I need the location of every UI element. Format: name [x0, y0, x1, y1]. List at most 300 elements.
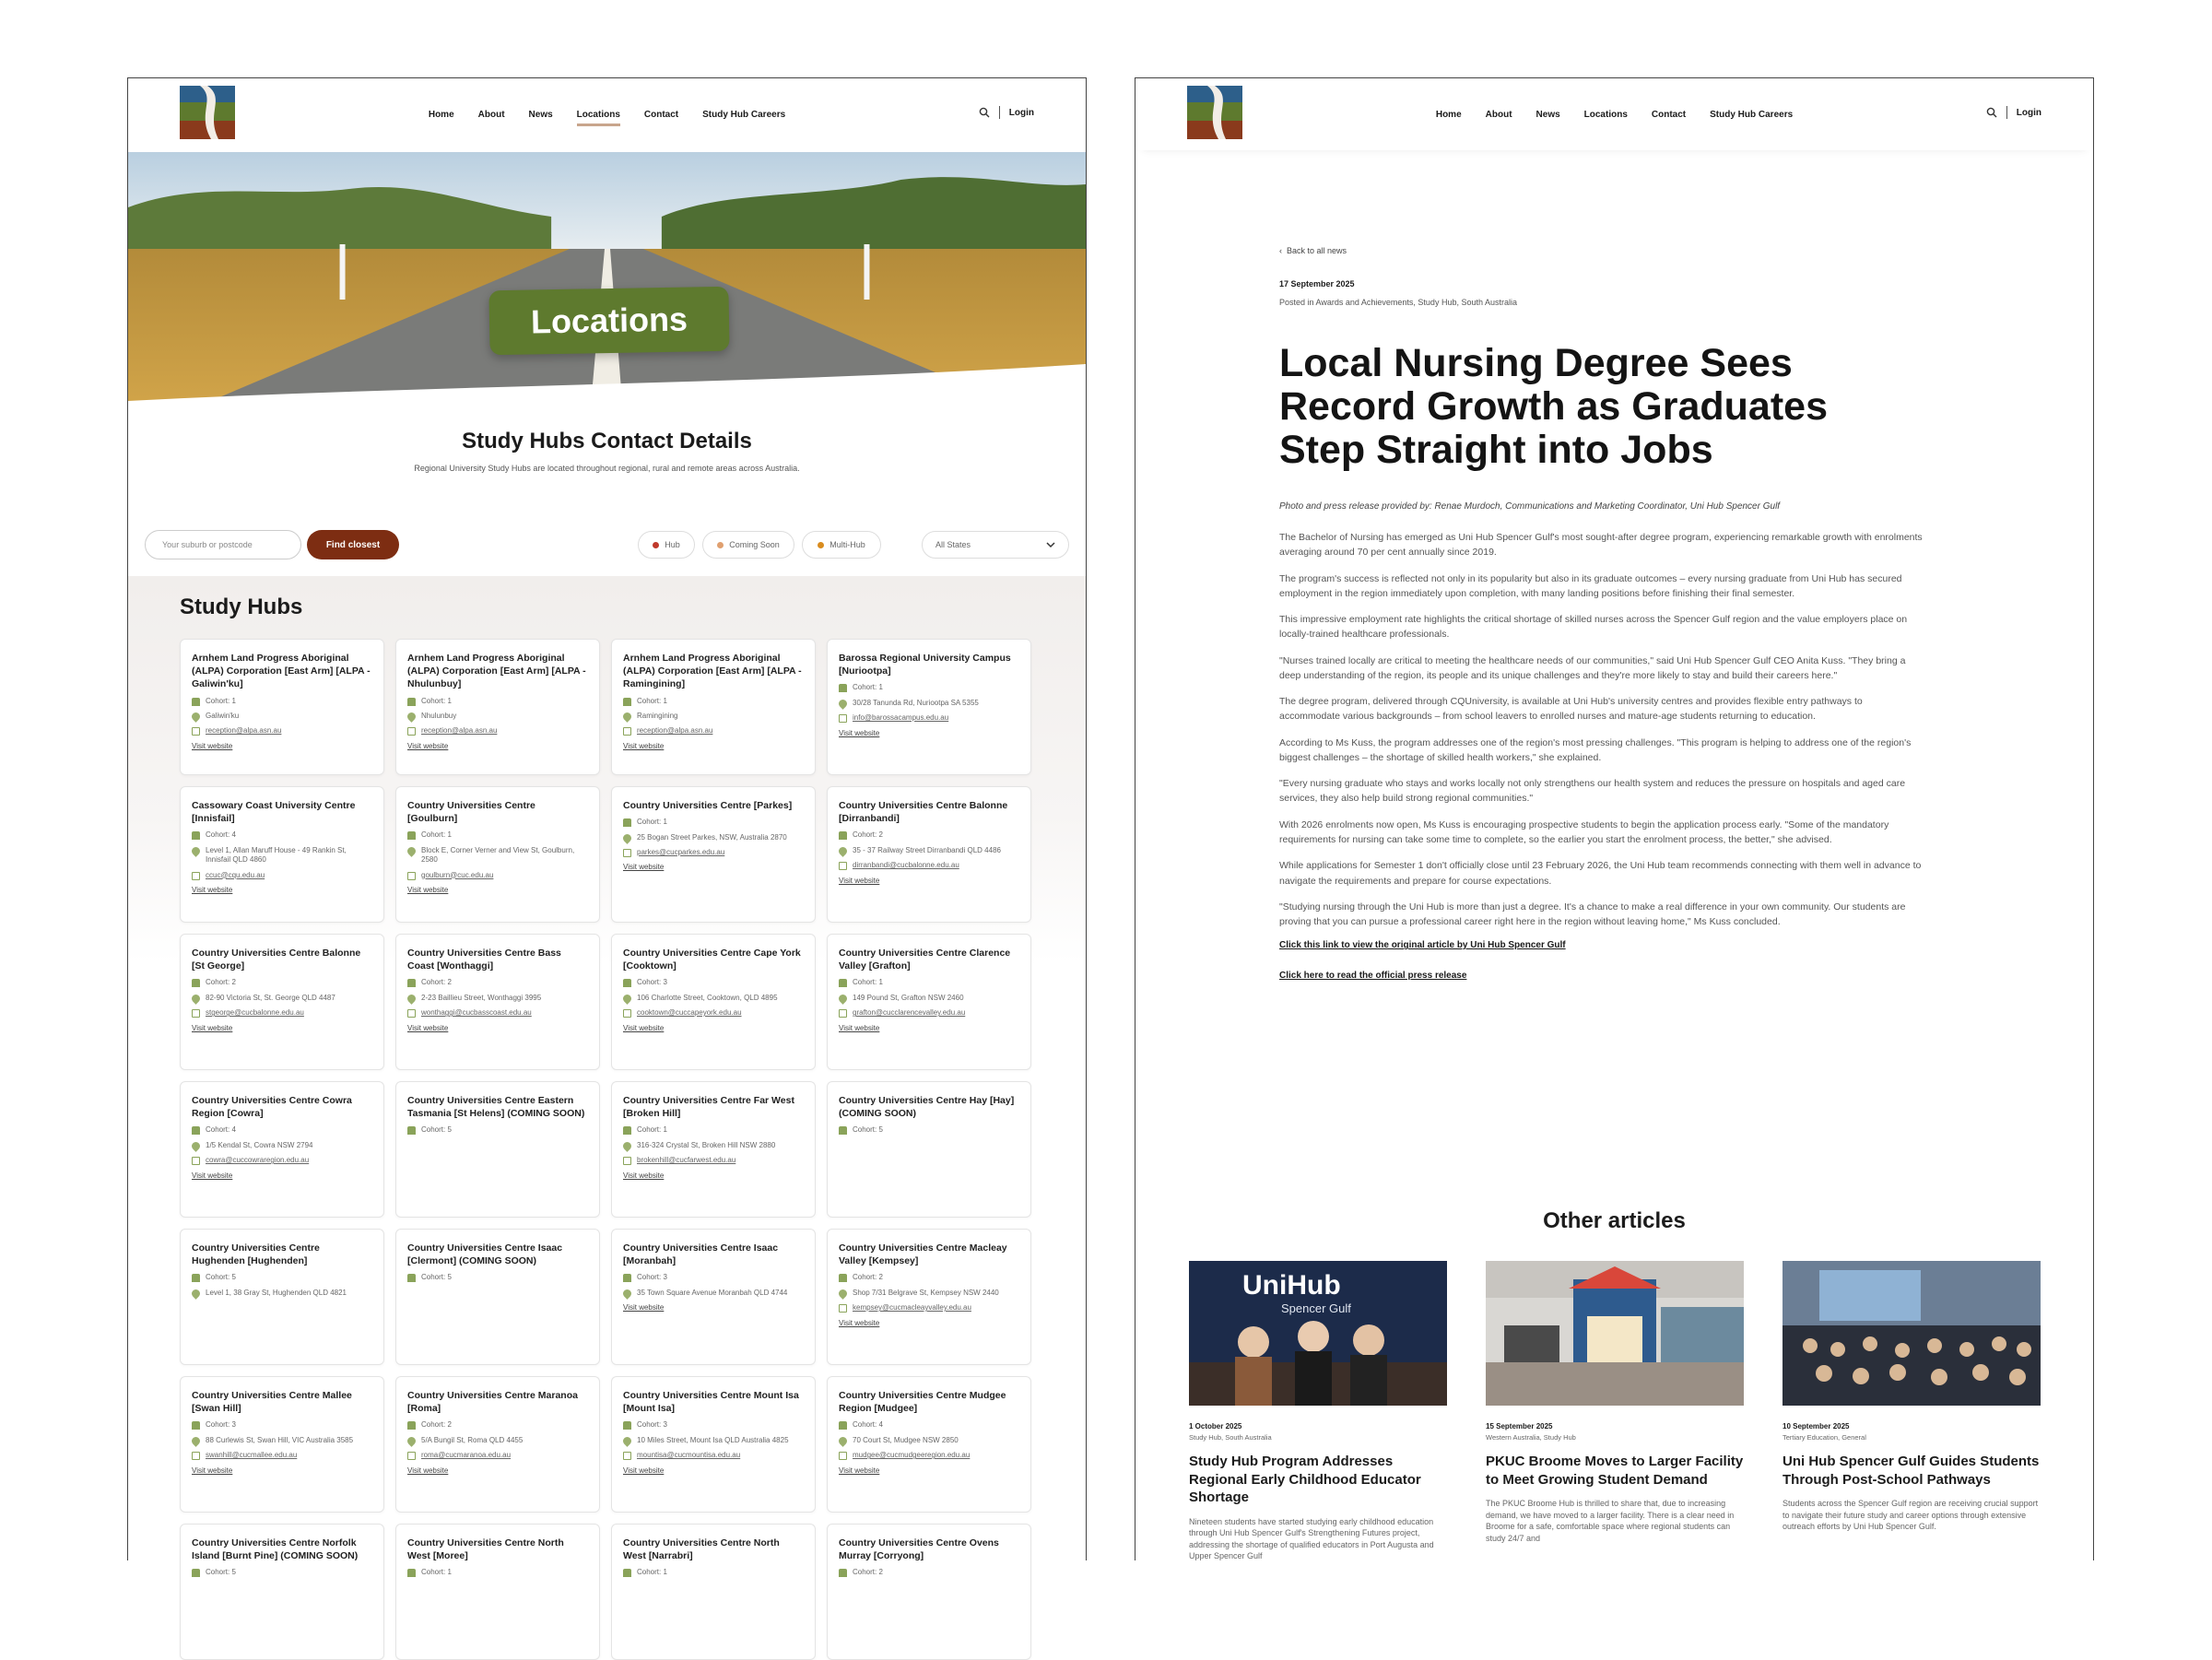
hub-address-text: Galiwin'ku [206, 711, 240, 720]
mail-icon [407, 1009, 416, 1018]
people-icon [192, 979, 200, 987]
hub-address-text: Nhulunbuy [421, 711, 457, 720]
hub-cohort-text: Cohort: 1 [421, 696, 452, 705]
hub-card [395, 1081, 600, 1218]
chevron-left-icon: ‹ [1279, 246, 1287, 255]
hub-dot-icon [653, 542, 659, 548]
hub-email [192, 726, 372, 736]
hub-cohort-text: Cohort: 5 [206, 1273, 236, 1282]
original-article-link[interactable]: Click this link to view the original article by Uni Hub Spencer Gulf [1279, 940, 1566, 951]
people-icon [192, 831, 200, 840]
main-nav [128, 107, 1086, 126]
unihub-logo-subtext: Spencer Gulf [1281, 1301, 1351, 1315]
news-article-panel [1135, 77, 2094, 1560]
mail-icon [407, 727, 416, 736]
hub-name: Country Universities Centre North West [Narrabri] [623, 1537, 780, 1562]
mail-icon [192, 727, 200, 736]
hub-cohort-text: Cohort: 2 [853, 830, 883, 840]
locations-page-panel [127, 77, 1087, 1577]
article-card-title[interactable]: PKUC Broome Moves to Larger Facility to Meet Growing Student Demand [1486, 1454, 1744, 1488]
hub-card [395, 1376, 600, 1513]
hub-email-link[interactable]: roma@cucmaranoa.edu.au [421, 1451, 512, 1460]
hub-address-text: 35 Town Square Avenue Moranbah QLD 4744 [637, 1288, 788, 1297]
people-icon [623, 1421, 631, 1430]
hub-card-grid [180, 639, 1030, 1660]
hub-address [623, 833, 804, 842]
hub-address [623, 712, 804, 721]
article-card-date: 1 October 2025 [1189, 1422, 1242, 1430]
visit-website-link[interactable]: Visit website [192, 885, 233, 894]
hub-cohort [192, 1125, 372, 1135]
hub-card [395, 1524, 600, 1660]
hub-card [611, 1376, 816, 1513]
hub-cohort-text: Cohort: 2 [206, 978, 236, 987]
hub-email [407, 1008, 588, 1018]
hero-title: Locations [488, 287, 729, 356]
people-icon [192, 1274, 200, 1282]
hub-cohort [839, 1420, 1019, 1430]
nav-news[interactable]: News [528, 110, 553, 120]
hub-cohort-text: Cohort: 3 [637, 978, 667, 987]
hub-email-link[interactable]: reception@alpa.asn.au [206, 726, 282, 736]
header-actions [979, 106, 1034, 119]
hub-address [407, 712, 588, 721]
article-date: 17 September 2025 [1279, 279, 1355, 288]
article-card-date: 10 September 2025 [1783, 1422, 1850, 1430]
people-icon [623, 698, 631, 706]
hub-email-link[interactable]: parkes@cucparkes.edu.au [637, 847, 725, 856]
mail-icon [623, 849, 631, 857]
hub-card [611, 1524, 816, 1660]
map-pin-icon [406, 993, 418, 1005]
article-paragraph: With 2026 enrolments now open, Ms Kuss is encouraging prospective students to begin the application process early. "Some of the mandatory requirements for nursing can take some time to complete, so the earlier you start the enrolment process, the better," she advised. [1279, 818, 1889, 845]
people-icon [839, 979, 847, 987]
divider [999, 106, 1000, 119]
visit-website-link[interactable]: Visit website [407, 885, 449, 894]
hub-email [192, 1451, 372, 1460]
coming-soon-dot-icon [717, 542, 724, 548]
contact-details-subtitle: Regional University Study Hubs are located throughout regional, rural and remote areas across Australia. [414, 464, 800, 473]
article-card-date: 15 September 2025 [1486, 1422, 1553, 1430]
press-release-link[interactable]: Click here to read the official press release [1279, 971, 1467, 982]
hub-card [180, 1524, 384, 1660]
hub-name: Cassowary Coast University Centre [Innisfail] [192, 800, 356, 825]
hub-address-text: 2-23 Baillieu Street, Wonthaggi 3995 [421, 993, 542, 1002]
hub-address [623, 994, 804, 1003]
visit-website-link[interactable]: Visit website [407, 741, 449, 750]
mail-icon [623, 1009, 631, 1018]
hub-email-link[interactable]: grafton@cucclarencevalley.edu.au [853, 1008, 966, 1018]
hub-card [827, 786, 1031, 923]
hub-email [839, 1008, 1019, 1018]
nav-locations[interactable]: Locations [1583, 110, 1628, 120]
hub-address-text: Block E, Corner Verner and View St, Goulburn, 2580 [421, 845, 575, 865]
people-icon [623, 1569, 631, 1577]
unihub-logo-text: UniHub [1242, 1270, 1341, 1301]
article-thumbnail[interactable] [1189, 1261, 1447, 1406]
people-icon [407, 1126, 416, 1135]
hub-email [623, 848, 804, 857]
hub-email-link[interactable]: mountisa@cucmountisa.edu.au [637, 1451, 741, 1460]
postcode-input[interactable]: Your suburb or postcode [145, 530, 301, 559]
hub-card [827, 934, 1031, 1070]
article-paragraph: While applications for Semester 1 don't officially close until 23 February 2026, the Uni Hub team recommends connecting with them well in advance to navigate the requirements and prepare for course expectations. [1279, 860, 1922, 887]
hub-address-text: 149 Pound St, Grafton NSW 2460 [853, 993, 964, 1002]
hub-cohort-text: Cohort: 1 [206, 696, 236, 705]
map-pin-icon [621, 1435, 633, 1447]
hub-cohort [623, 697, 804, 706]
hub-cohort [407, 978, 588, 987]
hub-cohort [839, 978, 1019, 987]
people-icon [407, 1569, 416, 1577]
mail-icon [192, 1009, 200, 1018]
visit-website-link[interactable]: Visit website [623, 1303, 665, 1313]
article-paragraph: The program's success is reflected not only in its popularity but also in its graduate outcomes – every nursing graduate from Uni Hub has secured employment in the region immediately upon completion, with many landing positions before finishing their final semester. [1279, 572, 1902, 599]
map-pin-icon [190, 1435, 202, 1447]
hub-cohort [623, 1125, 804, 1135]
divider [2006, 106, 2007, 119]
hub-email [192, 1156, 372, 1165]
visit-website-link[interactable]: Visit website [839, 1466, 880, 1475]
nav-careers[interactable]: Study Hub Careers [1710, 110, 1794, 120]
hub-cohort [192, 1568, 372, 1577]
hub-email-link[interactable]: cowra@cuccowraregion.edu.au [206, 1156, 310, 1165]
hub-cohort-text: Cohort: 1 [637, 1568, 667, 1577]
hub-cohort [623, 818, 804, 827]
mail-icon [839, 714, 847, 723]
article-card[interactable] [1486, 1261, 1744, 1562]
hub-name: Barossa Regional University Campus [Nuriootpa] [839, 653, 1011, 677]
visit-website-link[interactable]: Visit website [623, 863, 665, 872]
people-icon [623, 1126, 631, 1135]
hub-email [623, 1008, 804, 1018]
filter-chip-hub[interactable] [638, 531, 695, 559]
hub-email-link[interactable]: dirranbandi@cucbalonne.edu.au [853, 861, 959, 870]
hub-name: Country Universities Centre Hay [Hay] (COMING SOON) [839, 1095, 1015, 1120]
hub-cohort-text: Cohort: 3 [206, 1420, 236, 1430]
article-paragraph: According to Ms Kuss, the program addresses one of the region's most pressing challenges. "This program is helping to address one of the region's biggest challenges – the shortage of skilled health workers," she explained. [1279, 736, 1912, 763]
article-paragraph: "Nurses trained locally are critical to meeting the healthcare needs of our communities," said Uni Hub Spencer Gulf CEO Anita Kuss. "They bring a deep understanding of the region, its people and its unique challenges and they're more likely to stay and build their careers here." [1279, 654, 1906, 681]
people-icon [407, 698, 416, 706]
hub-cohort [192, 697, 372, 706]
hub-name: Country Universities Centre Mallee [Swan Hill] [192, 1390, 352, 1415]
hub-card [180, 1229, 384, 1365]
hub-email-link[interactable]: reception@alpa.asn.au [421, 726, 498, 736]
hub-cohort [192, 830, 372, 840]
photo-credit: Photo and press release provided by: Renae Murdoch, Communications and Marketing Coordinator, Uni Hub Spencer Gulf [1279, 501, 1781, 512]
back-to-news-link[interactable] [1279, 246, 1347, 255]
article-body [1279, 530, 1924, 1001]
map-pin-icon [621, 993, 633, 1005]
hub-name: Country Universities Centre Cape York [Cooktown] [623, 948, 801, 972]
hub-email [192, 871, 372, 880]
hub-name: Arnhem Land Progress Aboriginal (ALPA) Corporation [East Arm] [ALPA - Nhulunbuy] [407, 653, 586, 690]
hub-cohort [407, 1273, 588, 1282]
hub-cohort [839, 1125, 1019, 1135]
hub-email [407, 871, 588, 880]
hub-address [192, 1289, 372, 1298]
hub-address [192, 994, 372, 1003]
nav-home[interactable]: Home [1435, 110, 1462, 120]
mail-icon [623, 727, 631, 736]
article-card-title[interactable]: Uni Hub Spencer Gulf Guides Students Through Post-School Pathways [1783, 1454, 2040, 1488]
hub-card [611, 639, 816, 775]
site-header [1135, 78, 2093, 150]
visit-website-link[interactable]: Visit website [839, 876, 880, 885]
contact-details-title: Study Hubs Contact Details [462, 429, 752, 453]
nav-locations[interactable]: Locations [577, 110, 620, 126]
hub-address [839, 994, 1019, 1003]
states-select[interactable] [922, 531, 1069, 559]
hub-cohort [407, 830, 588, 840]
hub-address-text: 82-90 Victoria St, St. George QLD 4487 [206, 993, 335, 1002]
hub-address-text: Level 1, 38 Gray St, Hughenden QLD 4821 [206, 1288, 347, 1297]
hub-email-link[interactable]: reception@alpa.asn.au [637, 726, 713, 736]
mail-icon [839, 1304, 847, 1313]
hub-cohort [192, 1273, 372, 1282]
article-thumbnail[interactable] [1486, 1261, 1744, 1406]
hub-email [407, 1451, 588, 1460]
hub-card [180, 639, 384, 775]
hub-email-link[interactable]: kempsey@cucmacleayvalley.edu.au [853, 1303, 971, 1313]
hub-cohort [407, 1125, 588, 1135]
hub-email [623, 726, 804, 736]
hub-cohort [407, 1568, 588, 1577]
hub-name: Country Universities Centre Isaac [Clermont] (COMING SOON) [407, 1242, 563, 1267]
filter-chip-coming-soon[interactable] [702, 531, 794, 559]
article-card-excerpt: Nineteen students have started studying early childhood education through Uni Hub Spencer Gulf's Strengthening Futures project, addressing the shortage of qualified educators in Port Augusta and Upper Spencer Gulf [1189, 1516, 1434, 1561]
article-paragraph: This impressive employment rate highlights the critical shortage of skilled nurses across the Spencer Gulf region and the value employers place on locally-trained healthcare professionals. [1279, 614, 1908, 641]
hub-cohort [407, 1420, 588, 1430]
visit-website-link[interactable]: Visit website [839, 1023, 880, 1032]
map-pin-icon [621, 832, 633, 844]
study-hubs-heading: Study Hubs [180, 595, 303, 619]
nav-news[interactable]: News [1535, 110, 1560, 120]
nav-about[interactable]: About [1485, 110, 1512, 120]
hub-address [407, 1436, 588, 1445]
find-closest-button[interactable]: Find closest [307, 530, 399, 559]
mail-icon [839, 1452, 847, 1460]
hub-card [180, 786, 384, 923]
hub-cohort [192, 978, 372, 987]
people-icon [407, 1421, 416, 1430]
nav-about[interactable]: About [477, 110, 505, 120]
nav-careers[interactable]: Study Hub Careers [702, 110, 786, 120]
people-icon [839, 684, 847, 692]
people-icon [839, 1421, 847, 1430]
hub-cohort-text: Cohort: 5 [206, 1568, 236, 1577]
visit-website-link[interactable]: Visit website [623, 741, 665, 750]
map-pin-icon [837, 698, 849, 710]
hub-name: Arnhem Land Progress Aboriginal (ALPA) Corporation [East Arm] [ALPA - Ramingining] [623, 653, 802, 690]
nav-contact[interactable]: Contact [1651, 110, 1687, 120]
mail-icon [839, 862, 847, 870]
visit-website-link[interactable]: Visit website [407, 1023, 449, 1032]
hub-email-link[interactable]: info@barossacampus.edu.au [853, 713, 949, 723]
filter-chip-multi-hub[interactable] [802, 531, 881, 559]
hub-card [395, 786, 600, 923]
hub-address-text: 70 Court St, Mudgee NSW 2850 [853, 1435, 959, 1444]
hub-email [623, 1451, 804, 1460]
visit-website-link[interactable]: Visit website [623, 1023, 665, 1032]
people-icon [623, 1274, 631, 1282]
nav-home[interactable]: Home [428, 110, 454, 120]
nav-contact[interactable]: Contact [643, 110, 679, 120]
article-card-title[interactable]: Study Hub Program Addresses Regional Early Childhood Educator Shortage [1189, 1454, 1421, 1505]
hub-card [180, 1081, 384, 1218]
map-pin-icon [621, 1140, 633, 1152]
hub-email-link[interactable]: stgeorge@cucbalonne.edu.au [206, 1008, 304, 1018]
hub-card [611, 786, 816, 923]
map-pin-icon [406, 845, 418, 857]
hub-cohort-text: Cohort: 1 [853, 683, 883, 692]
hub-cohort-text: Cohort: 3 [637, 1420, 667, 1430]
hub-name: Country Universities Centre Ovens Murray [Corryong] [839, 1537, 999, 1562]
hub-cohort-text: Cohort: 4 [206, 1125, 236, 1135]
hub-name: Country Universities Centre [Goulburn] [407, 800, 535, 825]
visit-website-link[interactable]: Visit website [839, 1318, 880, 1327]
hub-name: Country Universities Centre Maranoa [Roma] [407, 1390, 578, 1415]
hub-address [407, 846, 588, 865]
hub-address [192, 846, 372, 865]
hub-card [827, 639, 1031, 775]
hub-card [611, 934, 816, 1070]
article-card-category: Western Australia, Study Hub [1486, 1433, 1576, 1442]
hub-card [395, 1229, 600, 1365]
article-categories: Posted in Awards and Achievements, Study Hub, South Australia [1279, 298, 1517, 307]
hub-cohort [839, 830, 1019, 840]
hub-name: Country Universities Centre Clarence Valley [Grafton] [839, 948, 1011, 972]
hub-cohort-text: Cohort: 2 [853, 1568, 883, 1577]
hub-email [192, 1008, 372, 1018]
hub-address [192, 712, 372, 721]
article-headline: Local Nursing Degree Sees Record Growth as Graduates Step Straight into Jobs [1279, 341, 1828, 472]
hub-email-link[interactable]: swanhill@cucmallee.edu.au [206, 1451, 298, 1460]
visit-website-link[interactable]: Visit website [192, 741, 233, 750]
map-pin-icon [837, 993, 849, 1005]
hub-address-text: 5/A Bungil St, Roma QLD 4455 [421, 1435, 524, 1444]
hub-name: Country Universities Centre Balonne [Dirranbandi] [839, 800, 1008, 825]
hub-address-text: 1/5 Kendal St, Cowra NSW 2794 [206, 1140, 313, 1149]
hub-address-text: 30/28 Tanunda Rd, Nuriootpa SA 5355 [853, 698, 979, 707]
search-icon[interactable] [1986, 107, 1997, 118]
multi-hub-dot-icon [818, 542, 824, 548]
hub-address-text: 35 - 37 Railway Street Dirranbandi QLD 4486 [853, 845, 1001, 854]
visit-website-link[interactable]: Visit website [192, 1171, 233, 1180]
hub-card [611, 1081, 816, 1218]
hub-email [839, 861, 1019, 870]
hub-cohort [623, 978, 804, 987]
mail-icon [623, 1452, 631, 1460]
hub-name: Country Universities Centre Hughenden [Hughenden] [192, 1242, 320, 1267]
article-card-excerpt: Students across the Spencer Gulf region are receiving crucial support to navigate their future study and career options through extensive outreach efforts by Uni Hub Spencer Gulf. [1783, 1499, 2039, 1532]
hub-email-link[interactable]: goulburn@cuc.edu.au [421, 870, 494, 879]
main-nav [1135, 107, 2093, 120]
hub-card [827, 1524, 1031, 1660]
hub-card [611, 1229, 816, 1365]
article-paragraph: "Every nursing graduate who stays and works locally not only strengthens our health system and reduces the pressure on hospitals and aged care services, they also help build strong regional communities." [1279, 778, 1906, 805]
hub-cohort-text: Cohort: 1 [421, 830, 452, 840]
hub-name: Country Universities Centre Macleay Valley [Kempsey] [839, 1242, 1007, 1267]
article-thumbnail[interactable] [1783, 1261, 2041, 1406]
hub-email-link[interactable]: cooktown@cuccapeyork.edu.au [637, 1008, 742, 1018]
map-pin-icon [406, 711, 418, 723]
chevron-down-icon [1046, 541, 1055, 548]
hub-email-link[interactable]: wonthaggi@cucbasscoast.edu.au [421, 1008, 532, 1018]
hub-cohort [839, 1568, 1019, 1577]
mail-icon [192, 872, 200, 880]
hub-address-text: 316-324 Crystal St, Broken Hill NSW 2880 [637, 1140, 776, 1149]
map-pin-icon [837, 1288, 849, 1300]
hub-email-link[interactable]: brokenhill@cucfarwest.edu.au [637, 1156, 736, 1165]
map-pin-icon [837, 1435, 849, 1447]
map-pin-icon [190, 845, 202, 857]
hub-cohort [192, 1420, 372, 1430]
article-paragraph: The Bachelor of Nursing has emerged as Uni Hub Spencer Gulf's most sought-after degree program, experiencing remarkable growth with enrolments averaging around 70 per cent annually since 2019. [1279, 532, 1923, 559]
hero-banner [128, 143, 1086, 436]
visit-website-link[interactable]: Visit website [623, 1171, 665, 1180]
visit-website-link[interactable]: Visit website [839, 728, 880, 737]
hub-name: Country Universities Centre Norfolk Island [Burnt Pine] (COMING SOON) [192, 1537, 359, 1562]
people-icon [192, 1421, 200, 1430]
login-link[interactable]: Login [2016, 107, 2041, 118]
hub-email-link[interactable]: mudgee@cucmudgeeregion.edu.au [853, 1451, 971, 1460]
map-pin-icon [190, 1140, 202, 1152]
map-pin-icon [406, 1435, 418, 1447]
hub-cohort-text: Cohort: 2 [421, 978, 452, 987]
visit-website-link[interactable]: Visit website [192, 1466, 233, 1475]
hub-cohort-text: Cohort: 2 [421, 1420, 452, 1430]
filter-bar [145, 528, 1069, 561]
hub-name: Country Universities Centre Mount Isa [Mount Isa] [623, 1390, 799, 1415]
states-select-value: All States [935, 540, 971, 549]
people-icon [839, 1126, 847, 1135]
article-card[interactable] [1783, 1261, 2041, 1562]
hub-name: Arnhem Land Progress Aboriginal (ALPA) Corporation [East Arm] [ALPA - Galiwin'ku] [192, 653, 371, 690]
hub-cohort-text: Cohort: 4 [206, 830, 236, 840]
article-card-category: Tertiary Education, General [1783, 1433, 1866, 1442]
login-link[interactable]: Login [1008, 107, 1034, 118]
people-icon [839, 831, 847, 840]
people-icon [407, 1274, 416, 1282]
hub-address [192, 1141, 372, 1150]
mail-icon [839, 1009, 847, 1018]
people-icon [839, 1274, 847, 1282]
chip-label: Hub [665, 540, 680, 549]
hub-cohort [623, 1568, 804, 1577]
article-card[interactable] [1189, 1261, 1447, 1562]
map-pin-icon [190, 993, 202, 1005]
hub-cohort-text: Cohort: 1 [853, 978, 883, 987]
hub-email-link[interactable]: ccuc@cqu.edu.au [206, 870, 265, 879]
visit-website-link[interactable]: Visit website [623, 1466, 665, 1475]
hub-address [839, 846, 1019, 855]
hub-address [839, 1289, 1019, 1298]
map-pin-icon [190, 1288, 202, 1300]
hub-email [839, 1303, 1019, 1313]
article-paragraph: The degree program, delivered through CQUniversity, is available at Uni Hub's university centres and provides flexible entry pathways to accommodate various backgrounds – from school leavers to enrolled nurses and mature-age students returning to education. [1279, 696, 1863, 723]
people-icon [623, 979, 631, 987]
visit-website-link[interactable]: Visit website [192, 1023, 233, 1032]
hub-cohort-text: Cohort: 1 [637, 818, 667, 827]
map-pin-icon [621, 711, 633, 723]
search-icon[interactable] [979, 107, 990, 118]
hub-address [623, 1436, 804, 1445]
visit-website-link[interactable]: Visit website [407, 1466, 449, 1475]
hub-name: Country Universities Centre Bass Coast [Wonthaggi] [407, 948, 561, 972]
hub-cohort-text: Cohort: 1 [637, 696, 667, 705]
back-label: Back to all news [1287, 246, 1347, 255]
